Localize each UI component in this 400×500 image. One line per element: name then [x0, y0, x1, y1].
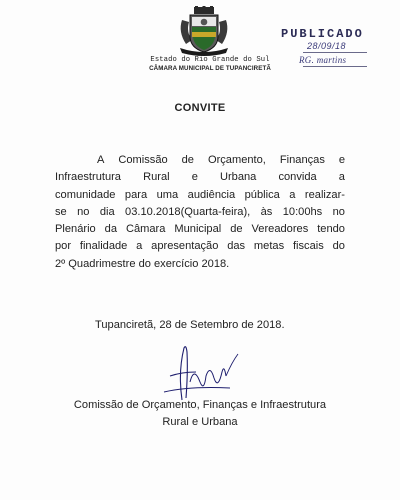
body-word: uma	[156, 188, 179, 201]
signatory	[0, 397, 400, 431]
body-word: 2º Quadrimestre do exercício 2018.	[55, 257, 230, 270]
body-word: audiência	[187, 188, 236, 201]
body-word: Vereadores	[251, 223, 309, 236]
invitation-body	[55, 152, 345, 273]
stamp-label: PUBLICADO	[281, 27, 364, 41]
body-word: apresentação	[151, 240, 219, 253]
body-line	[55, 256, 345, 273]
body-word: A	[97, 154, 105, 166]
state-name: Estado do Rio Grande do Sul	[150, 56, 270, 64]
body-word: dia	[99, 205, 115, 218]
body-word: a	[136, 240, 143, 253]
body-word: de	[181, 154, 194, 166]
body-word: metas	[253, 240, 285, 253]
body-line	[55, 152, 345, 169]
body-word: se	[55, 205, 67, 218]
body-word: Finanças	[279, 154, 325, 166]
body-word: realizar-	[304, 188, 345, 201]
body-word: às	[260, 205, 273, 218]
signatory-line-2: Rural e Urbana	[162, 416, 238, 428]
body-word: Câmara	[125, 223, 166, 236]
body-word: e	[338, 154, 345, 166]
stamp-signature: RG. martins	[299, 55, 347, 65]
body-line	[55, 238, 345, 255]
body-word: tendo	[317, 223, 345, 236]
body-word: no	[332, 205, 345, 218]
body-line	[55, 221, 345, 238]
body-word: 03.10.2018(Quarta-feira),	[125, 205, 251, 218]
body-word: para	[124, 188, 148, 201]
body-word: Infraestrutura	[55, 171, 121, 184]
body-word: Orçamento,	[207, 154, 266, 166]
document-title: CONVITE	[174, 102, 226, 114]
published-stamp	[281, 27, 385, 65]
body-word: convida	[278, 171, 317, 184]
stamp-signature-line	[303, 66, 367, 67]
body-word: Comissão	[118, 154, 168, 166]
body-line	[55, 204, 345, 221]
body-word: Rural	[143, 171, 170, 184]
body-word: a	[338, 171, 345, 184]
body-line	[55, 169, 345, 186]
body-word: da	[104, 223, 117, 236]
coat-of-arms-icon	[176, 6, 232, 56]
body-word: Municipal	[174, 223, 222, 236]
body-word: 10:00hs	[282, 205, 323, 218]
body-word: pública	[244, 188, 280, 201]
body-word: por	[55, 240, 72, 253]
body-word: das	[227, 240, 246, 253]
body-word: no	[77, 205, 90, 218]
body-word: Urbana	[219, 171, 257, 184]
body-line	[55, 187, 345, 204]
chamber-name: CÂMARA MUNICIPAL DE TUPANCIRETÃ	[149, 65, 271, 72]
body-word: fiscais	[292, 240, 324, 253]
stamp-date: 28/09/18	[307, 41, 347, 51]
body-word: e	[191, 171, 198, 184]
body-word: finalidade	[79, 240, 128, 253]
stamp-date-line	[303, 52, 367, 53]
signatory-line-1: Comissão de Orçamento, Finanças e Infraestrutura	[73, 399, 327, 411]
body-word: de	[230, 223, 243, 236]
body-word: comunidade	[55, 188, 116, 201]
body-word: do	[332, 240, 345, 253]
handwritten-signature	[160, 342, 250, 404]
body-word: Plenário	[55, 223, 96, 236]
place-and-date: Tupanciretã, 28 de Setembro de 2018.	[95, 319, 285, 331]
body-word: a	[289, 188, 296, 201]
